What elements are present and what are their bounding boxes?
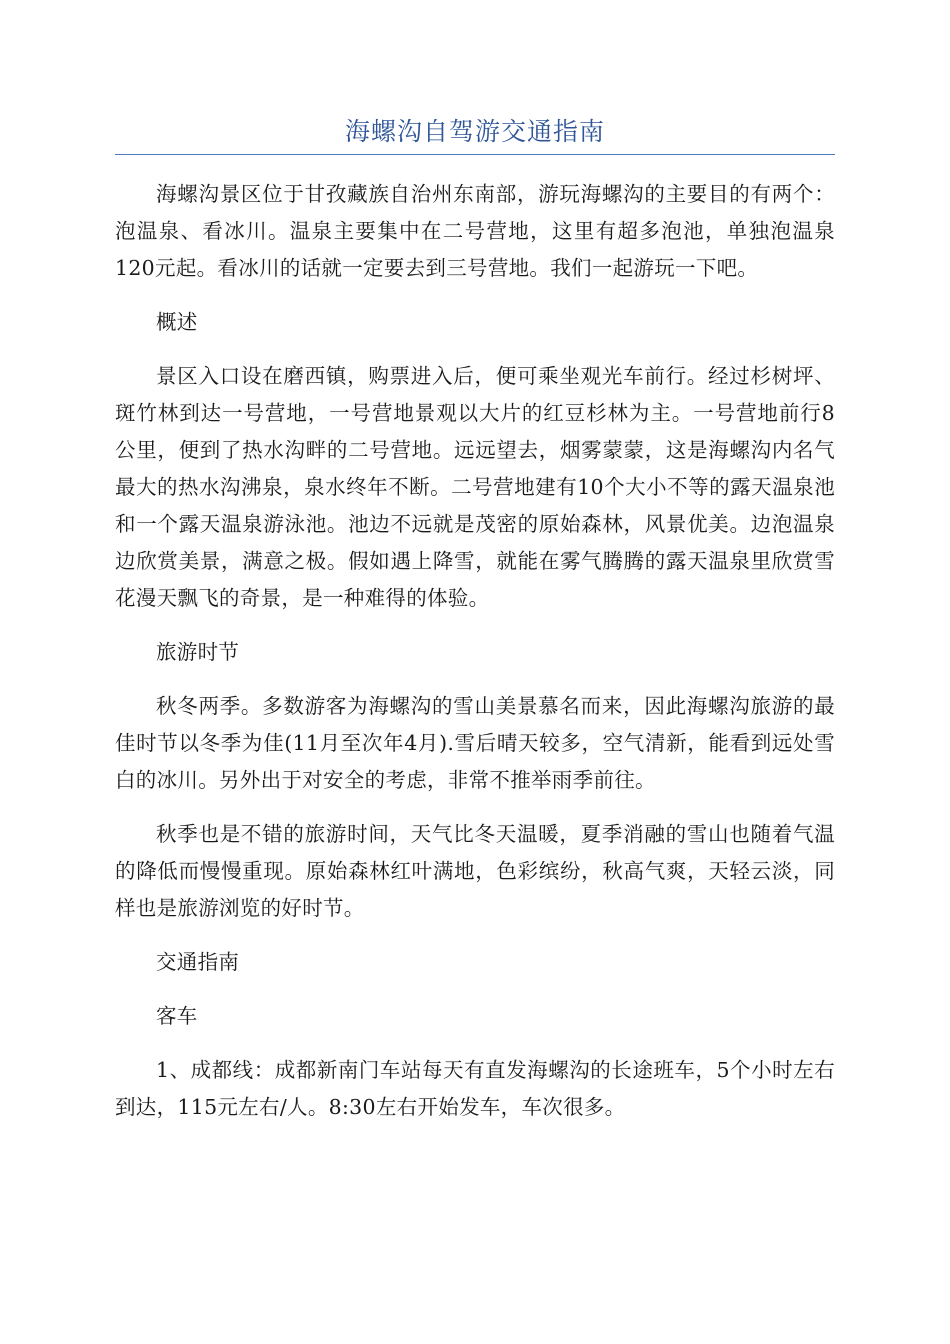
season-paragraph-autumn: 秋季也是不错的旅游时间，天气比冬天温暖，夏季消融的雪山也随着气温的降低而慢慢重现。原始森林红叶满地，色彩缤纷，秋高气爽，天轻云淡，同样也是旅游浏览的好时节。 bbox=[115, 822, 835, 920]
section-heading-transport: 交通指南 bbox=[156, 950, 240, 974]
overview-paragraph: 景区入口设在磨西镇，购票进入后，便可乘坐观光车前行。经过杉树坪、斑竹林到达一号营地，一号营地景观以大片的红豆杉林为主。一号营地前行8公里，便到了热水沟畔的二号营地。远远望去，烟雾蒙蒙，这是海螺沟内名气最大的热水沟沸泉，泉水终年不断。二号营地建有10个大小不等的露天温泉池和一个露天温泉游泳池。池边不远就是茂密的原始森林，风景优美。边泡温泉边欣赏美景，满意之极。假如遇上降雪，就能在雾气腾腾的露天温泉里欣赏雪花漫天飘飞的奇景，是一种难得的体验。 bbox=[115, 364, 835, 610]
page-title: 海螺沟自驾游交通指南 bbox=[344, 117, 605, 146]
intro-paragraph: 海螺沟景区位于甘孜藏族自治州东南部，游玩海螺沟的主要目的有两个：泡温泉、看冰川。温泉主要集中在二号营地，这里有超多泡池，单独泡温泉120元起。看冰川的话就一定要去到三号营地。我们一起游玩一下吧。 bbox=[115, 182, 835, 280]
bus-paragraph-chengdu: 1、成都线：成都新南门车站每天有直发海螺沟的长途班车，5个小时左右到达，115元左右/人。8:30左右开始发车，车次很多。 bbox=[115, 1058, 835, 1119]
document-body bbox=[115, 176, 835, 1143]
season-paragraph-winter: 秋冬两季。多数游客为海螺沟的雪山美景慕名而来，因此海螺沟旅游的最佳时节以冬季为佳(11月至次年4月).雪后晴天较多，空气清新，能看到远处雪白的冰川。另外出于对安全的考虑，非常不推举雨季前往。 bbox=[115, 694, 835, 792]
subheading-bus: 客车 bbox=[156, 1004, 198, 1028]
section-heading-overview: 概述 bbox=[156, 310, 198, 334]
section-heading-season: 旅游时节 bbox=[156, 640, 240, 664]
title-underline bbox=[115, 154, 835, 155]
